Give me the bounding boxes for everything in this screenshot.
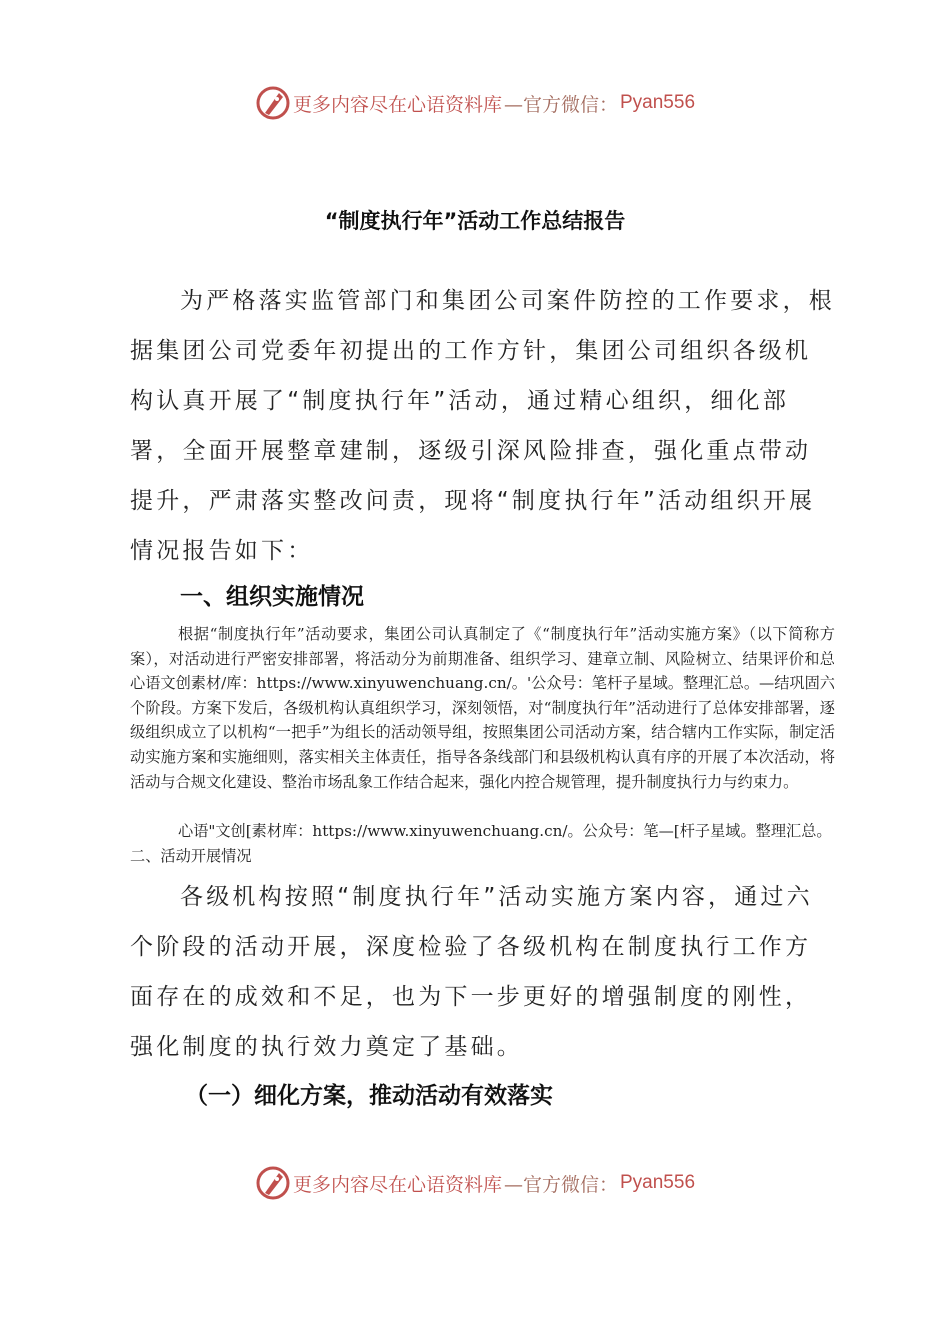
watermark-line: 心语"文创[素材库：https://www.xinyuwenchuang.cn/。公众号：笔—[杆子星域。整理汇总。 — [178, 822, 832, 840]
section-2-paragraph: 各级机构按照“制度执行年”活动实施方案内容，通过六个阶段的活动开展，深度检验了各级机构在制度执行工作方面存在的成效和不足，也为下一步更好的增强制度的刚性，强化制度的执行效力奠定了基础。 — [130, 884, 813, 1060]
footer-watermark-banner — [0, 1163, 950, 1203]
intro-paragraph: 为严格落实监管部门和集团公司案件防控的工作要求，根据集团公司党委年初提出的工作方针，集团公司组织各级机构认真开展了“制度执行年”活动，通过精心组织，细化部署，全面开展整章建制，逐级引深风险排查，强化重点带动提升，严肃落实整改问责，现将“制度执行年”活动组织开展情况报告如下： — [130, 288, 835, 564]
banner-text-wechat-label: —官方微信： — [503, 1173, 618, 1196]
section-1-heading: 一、组织实施情况 — [180, 584, 364, 610]
section-1-paragraph: 根据“制度执行年”活动要求，集团公司认真制定了《“制度执行年”活动实施方案》（以下简称方案），对活动进行严密安排部署，将活动分为前期准备、组织学习、建章立制、风险树立、结果评价和总心语文创素材/库：https://www.xinyuwenchuang.cn/。'公众号：笔杆子星域。整理汇总。—结巩固六个阶段。方案下发后，各级机构认真组织学习，深刻领悟，对“制度执行年”活动进行了总体安排部署，逐级组织成立了以机构“一把手”为组长的活动领导组，按照集团公司活动方案，结合辖内工作实际，制定活动实施方案和实施细则，落实相关主体责任，指导各条线部门和县级机构认真有序的开展了本次活动，将活动与合规文化建设、整治市场乱象工作结合起来，强化内控合规管理，提升制度执行力与约束力。 — [130, 625, 835, 791]
banner-text-wechat-label: —官方微信： — [503, 93, 618, 116]
pen-nib-logo-icon — [255, 1165, 291, 1201]
banner-text-main: 更多内容尽在心语资料库 — [292, 1173, 502, 1196]
pen-nib-logo-icon — [255, 85, 291, 121]
banner-text-main: 更多内容尽在心语资料库 — [292, 93, 502, 116]
section-2-heading: 二、活动开展情况 — [130, 847, 252, 865]
header-watermark-banner — [0, 83, 950, 123]
banner-text-wechat-id: Pyan556 — [620, 92, 696, 113]
banner-text-wechat-id: Pyan556 — [620, 1172, 696, 1193]
document-title: “制度执行年”活动工作总结报告 — [324, 209, 626, 233]
subsection-1-heading: （一）细化方案，推动活动有效落实 — [185, 1083, 553, 1109]
